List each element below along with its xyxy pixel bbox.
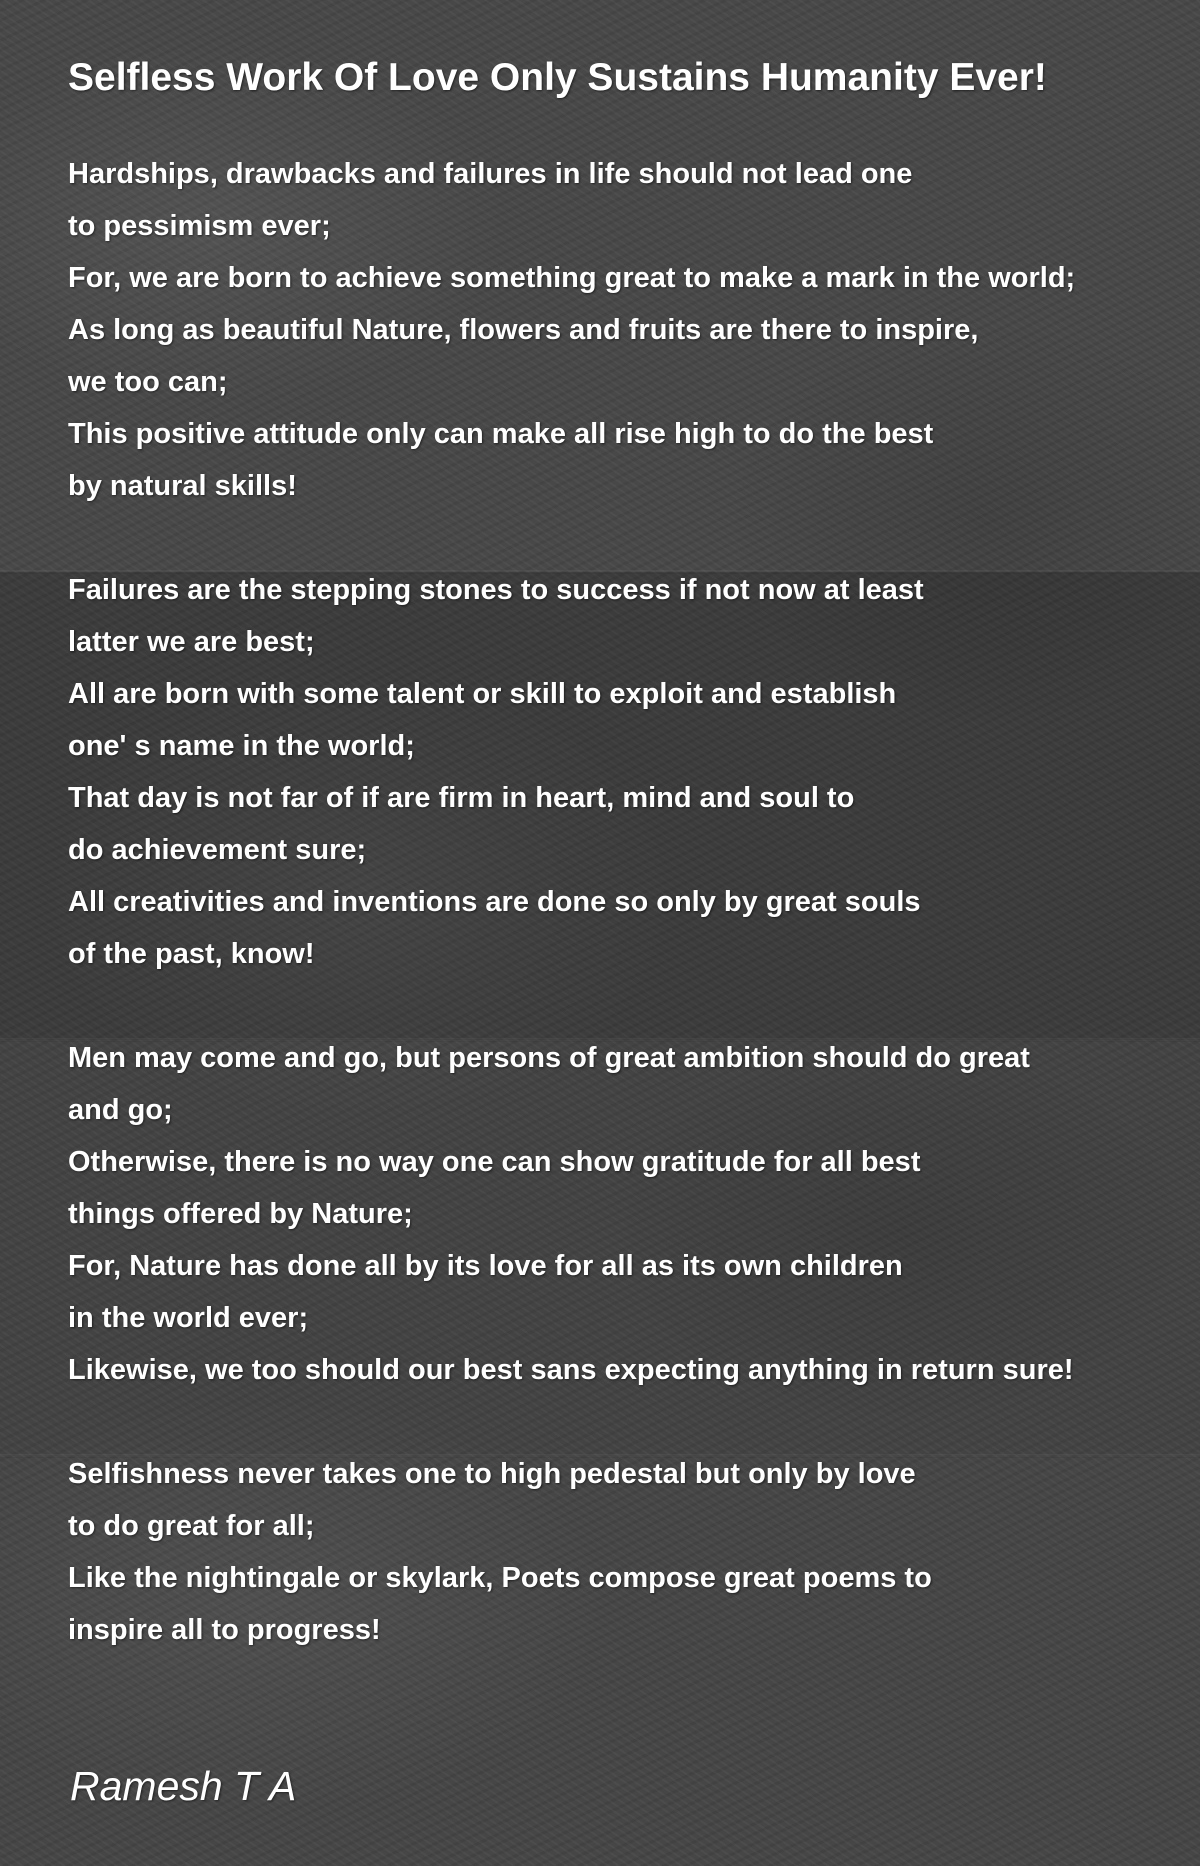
poem-line: Selfishness never takes one to high pedestal but only by love [68, 1458, 916, 1490]
stanza-4 [68, 1448, 1193, 1656]
poem-line: we too can; [68, 366, 228, 398]
poem-line: latter we are best; [68, 626, 315, 658]
stanza-1 [68, 148, 1193, 512]
poem-line: and go; [68, 1094, 173, 1126]
poem-line: Men may come and go, but persons of great ambition should do great [68, 1042, 1030, 1074]
poem-body [68, 148, 1193, 1656]
poem-line: Like the nightingale or skylark, Poets compose great poems to [68, 1562, 932, 1594]
poem-line: This positive attitude only can make all rise high to do the best [68, 418, 934, 450]
poem-title: Selfless Work Of Love Only Sustains Humanity Ever! [68, 56, 1047, 99]
poem-line: one' s name in the world; [68, 730, 415, 762]
poem-line: do achievement sure; [68, 834, 367, 866]
poem-line: Otherwise, there is no way one can show gratitude for all best [68, 1146, 921, 1178]
poem-line: of the past, know! [68, 938, 315, 970]
poem-line: to do great for all; [68, 1510, 315, 1542]
poem-card [68, 52, 1193, 1708]
poem-line: Failures are the stepping stones to success if not now at least [68, 574, 924, 606]
poem-line: All creativities and inventions are done so only by great souls [68, 886, 921, 918]
author-name: Ramesh T A [70, 1763, 297, 1809]
poem-line: Likewise, we too should our best sans expecting anything in return sure! [68, 1354, 1074, 1386]
poem-line: Hardships, drawbacks and failures in life should not lead one [68, 158, 913, 190]
poem-line: to pessimism ever; [68, 210, 331, 242]
poem-line: For, Nature has done all by its love for all as its own children [68, 1250, 903, 1282]
stanza-3 [68, 1032, 1193, 1396]
poem-line: things offered by Nature; [68, 1198, 413, 1230]
poem-line: by natural skills! [68, 470, 297, 502]
poem-line: All are born with some talent or skill to exploit and establish [68, 678, 897, 710]
poem-line: As long as beautiful Nature, flowers and fruits are there to inspire, [68, 314, 979, 346]
poem-line: inspire all to progress! [68, 1614, 381, 1646]
poem-line: For, we are born to achieve something great to make a mark in the world; [68, 262, 1076, 294]
poem-line: in the world ever; [68, 1302, 309, 1334]
poem-line: That day is not far of if are firm in heart, mind and soul to [68, 782, 855, 814]
stanza-2 [68, 564, 1193, 980]
